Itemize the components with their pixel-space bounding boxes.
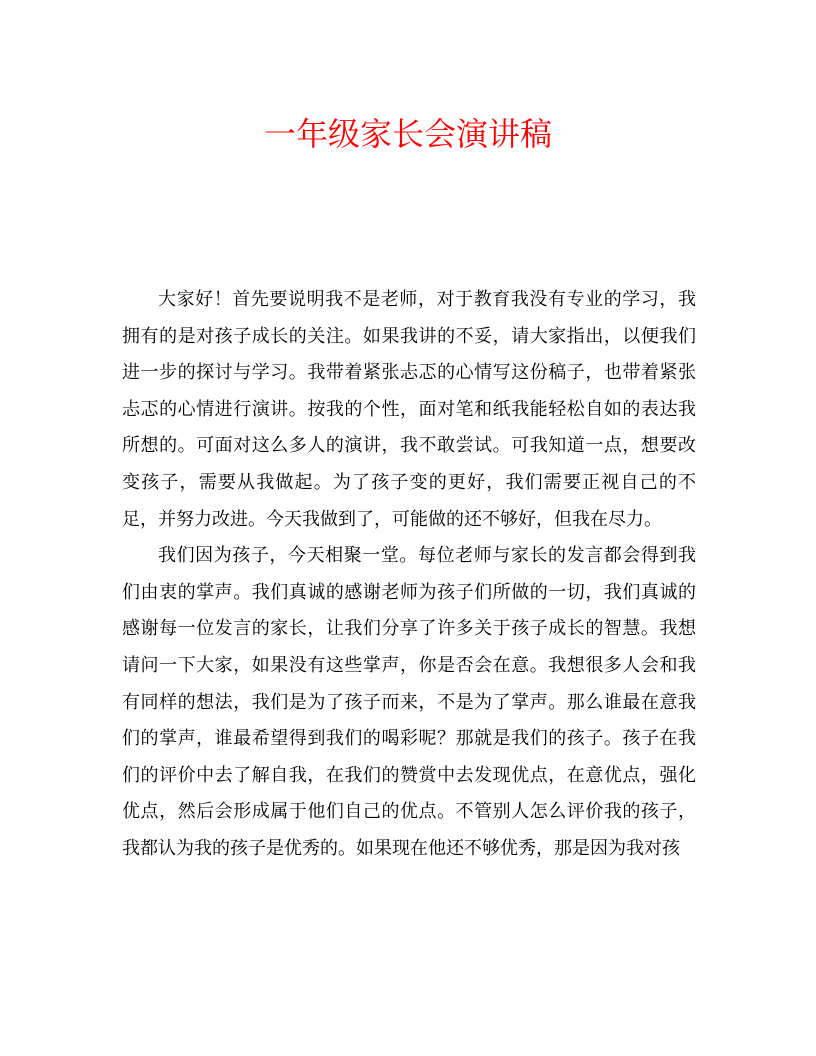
document-title: 一年级家长会演讲稿 xyxy=(263,115,552,153)
document-body xyxy=(122,282,696,868)
paragraph-2: 我们因为孩子，今天相聚一堂。每位老师与家长的发言都会得到我们由衷的掌声。我们真诚的感谢老师为孩子们所做的一切，我们真诚的感谢每一位发言的家长，让我们分享了许多关于孩子成长的智慧。我想请问一下大家，如果没有这些掌声，你是否会在意。我想很多人会和我有同样的想法，我们是为了孩子而来，不是为了掌声。那么谁最在意我们的掌声，谁最希望得到我们的喝彩呢？那就是我们的孩子。孩子在我们的评价中去了解自我，在我们的赞赏中去发现优点，在意优点，强化优点，然后会形成属于他们自己的优点。不管别人怎么评价我的孩子，我都认为我的孩子是优秀的。如果现在他还不够优秀，那是因为我对孩 xyxy=(122,545,696,859)
paragraph-1: 大家好！首先要说明我不是老师，对于教育我没有专业的学习，我拥有的是对孩子成长的关注。如果我讲的不妥，请大家指出，以便我们进一步的探讨与学习。我带着紧张忐忑的心情写这份稿子，也带着紧张忐忑的心情进行演讲。按我的个性，面对笔和纸我能轻松自如的表达我所想的。可面对这么多人的演讲，我不敢尝试。可我知道一点，想要改变孩子，需要从我做起。为了孩子变的更好，我们需要正视自己的不足，并努力改进。今天我做到了，可能做的还不够好，但我在尽力。 xyxy=(122,289,696,530)
